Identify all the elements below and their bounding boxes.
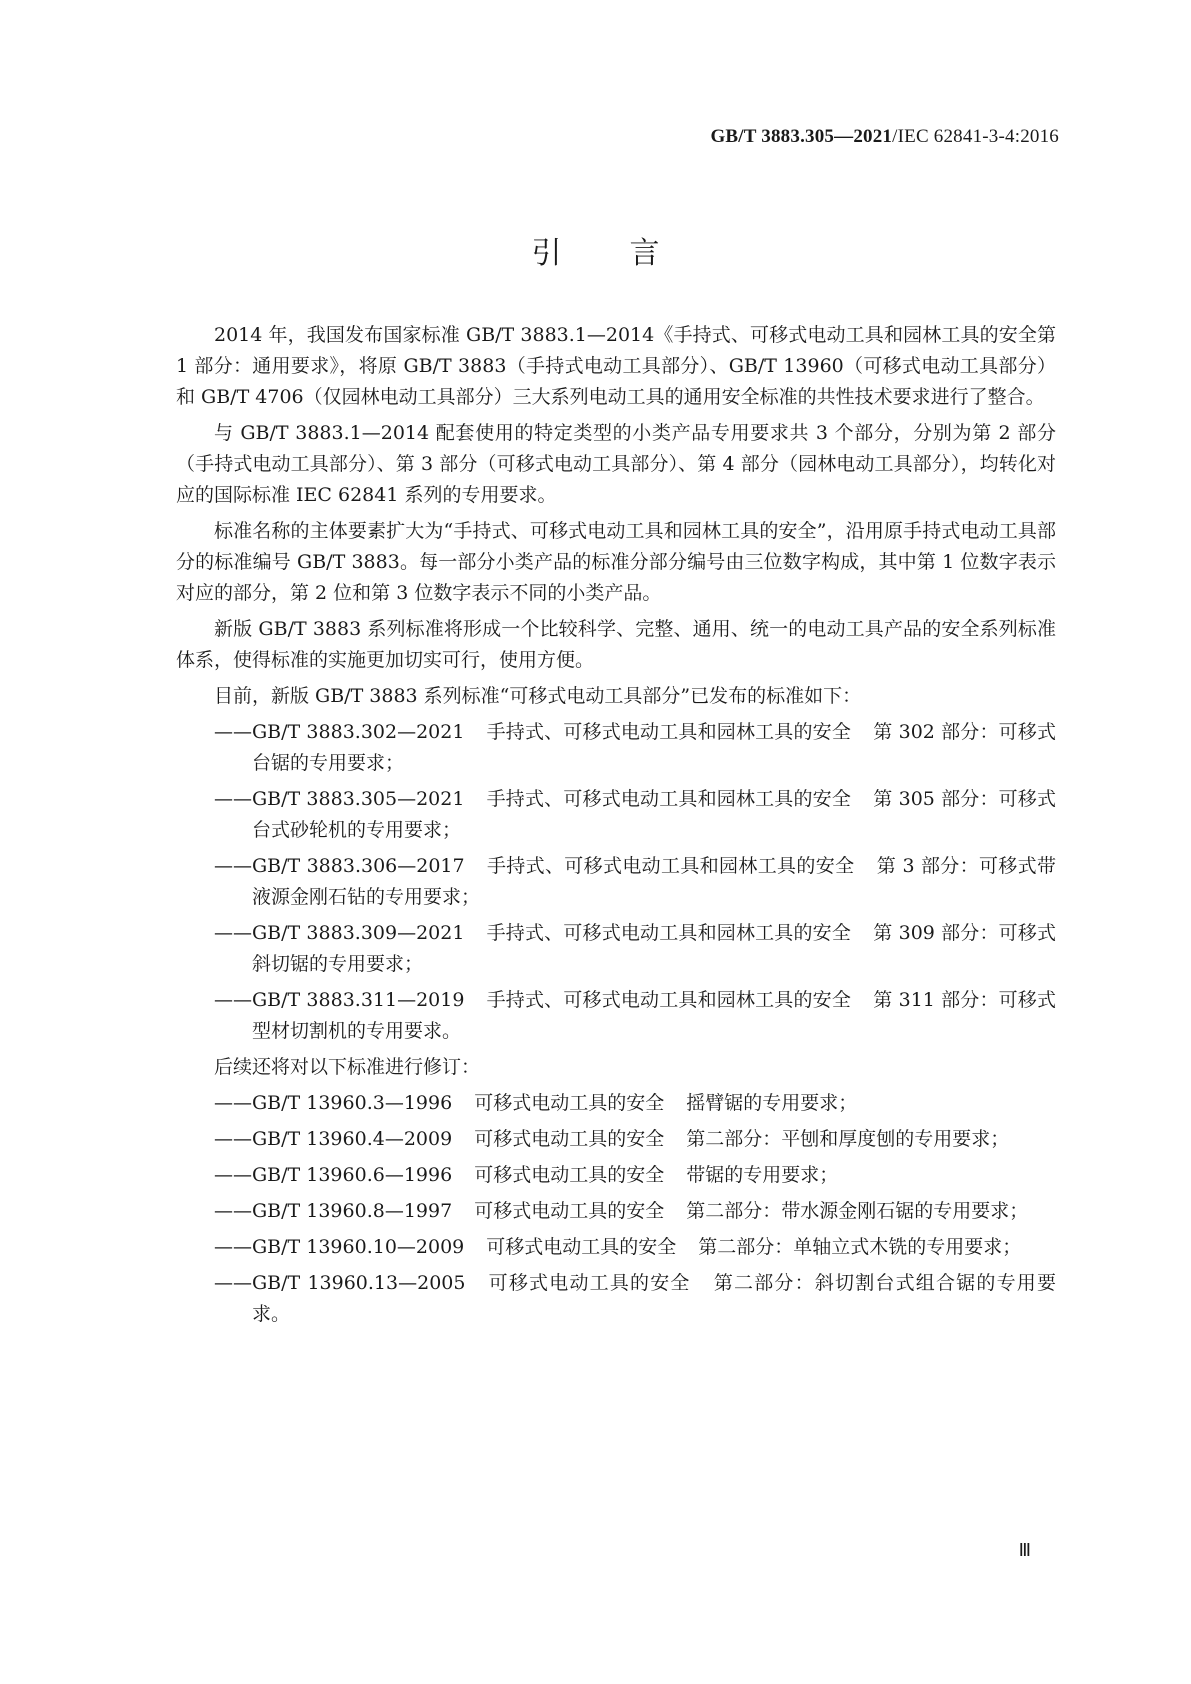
- standard-title: 手持式、可移式电动工具和园林工具的安全: [486, 989, 852, 1011]
- list-dash: ——: [214, 1236, 252, 1258]
- list-dash: ——: [214, 989, 252, 1011]
- list-item: [214, 1232, 1056, 1263]
- standard-part: 第二部分：带水源金刚石锯的专用要求；: [686, 1200, 1029, 1222]
- standard-title: 手持式、可移式电动工具和园林工具的安全: [486, 721, 852, 743]
- standard-number: GB/T 3883.302—2021: [252, 721, 465, 743]
- document-body: [176, 320, 1056, 1335]
- standard-part: 第 309 部分：可移式斜切锯的专用要求；: [252, 922, 1056, 975]
- standard-title: 手持式、可移式电动工具和园林工具的安全: [486, 922, 852, 944]
- standard-title: 手持式、可移式电动工具和园林工具的安全: [486, 855, 855, 877]
- paragraph: 与 GB/T 3883.1—2014 配套使用的特定类型的小类产品专用要求共 3 个部分，分别为第 2 部分（手持式电动工具部分）、第 3 部分（可移式电动工具部分）、第 4 部分（园林电动工具部分），均转化对应的国际标准 IEC 62841 系列的专用要求。: [176, 422, 1056, 506]
- page-number: Ⅲ: [1018, 1540, 1031, 1560]
- published-intro: 目前，新版 GB/T 3883 系列标准“可移式电动工具部分”已发布的标准如下：: [214, 685, 862, 707]
- standard-part: 第 3 部分：可移式带液源金刚石钻的专用要求；: [252, 855, 1056, 908]
- standard-part: 第 311 部分：可移式型材切割机的专用要求。: [252, 989, 1056, 1042]
- standard-title: 可移式电动工具的安全: [474, 1164, 665, 1186]
- paragraph: 2014 年，我国发布国家标准 GB/T 3883.1—2014《手持式、可移式电动工具和园林工具的安全第 1 部分：通用要求》，将原 GB/T 3883（手持式电动工具部分）、GB/T 13960（可移式电动工具部分）和 GB/T 4706（仅园林电动工具部分）三大系列电动工具的通用安全标准的共性技术要求进行了整合。: [176, 324, 1056, 408]
- standard-part: 第 305 部分：可移式台式砂轮机的专用要求；: [252, 788, 1056, 841]
- standard-number: GB/T 13960.10—2009: [252, 1236, 465, 1258]
- standard-number: GB/T 13960.6—1996: [252, 1164, 453, 1186]
- standard-part: 第二部分：平刨和厚度刨的专用要求；: [686, 1128, 1010, 1150]
- standard-title: 可移式电动工具的安全: [474, 1128, 665, 1150]
- list-dash: ——: [214, 855, 252, 877]
- header-separator: /: [892, 126, 898, 147]
- list-dash: ——: [214, 1128, 252, 1150]
- standard-title: 可移式电动工具的安全: [486, 1236, 677, 1258]
- standard-number: GB/T 13960.4—2009: [252, 1128, 453, 1150]
- standard-number: GB/T 3883.309—2021: [252, 922, 465, 944]
- list-item: [214, 1124, 1056, 1155]
- standard-title: 可移式电动工具的安全: [487, 1272, 691, 1294]
- standard-part: 第二部分：单轴立式木铣的专用要求；: [698, 1236, 1022, 1258]
- list-dash: ——: [214, 1092, 252, 1114]
- list-item: [214, 985, 1056, 1047]
- list-dash: ——: [214, 922, 252, 944]
- standard-number: GB/T 3883.305—2021: [252, 788, 465, 810]
- standard-number: GB/T 13960.3—1996: [252, 1092, 453, 1114]
- list-item: [214, 1088, 1056, 1119]
- list-dash: ——: [214, 721, 252, 743]
- list-item: [214, 717, 1056, 779]
- standard-code: GB/T 3883.305—2021: [710, 126, 893, 147]
- iec-code: IEC 62841-3-4:2016: [897, 126, 1059, 147]
- standard-title: 手持式、可移式电动工具和园林工具的安全: [486, 788, 852, 810]
- standard-number: GB/T 3883.306—2017: [252, 855, 465, 877]
- standard-number: GB/T 13960.13—2005: [252, 1272, 466, 1294]
- standard-title: 可移式电动工具的安全: [474, 1200, 665, 1222]
- paragraph: 标准名称的主体要素扩大为“手持式、可移式电动工具和园林工具的安全”，沿用原手持式电动工具部分的标准编号 GB/T 3883。每一部分小类产品的标准分部分编号由三位数字构成，其中第 1 位数字表示对应的部分，第 2 位和第 3 位数字表示不同的小类产品。: [176, 520, 1056, 604]
- standard-part: 第 302 部分：可移式台锯的专用要求；: [252, 721, 1056, 774]
- list-dash: ——: [214, 788, 252, 810]
- page-title: 引言: [531, 236, 728, 271]
- list-item: [214, 1268, 1056, 1330]
- standard-part: 第二部分：斜切割台式组合锯的专用要求。: [252, 1272, 1056, 1325]
- list-item: [214, 918, 1056, 980]
- standard-number: GB/T 13960.8—1997: [252, 1200, 453, 1222]
- paragraph: 新版 GB/T 3883 系列标准将形成一个比较科学、完整、通用、统一的电动工具产品的安全系列标准体系，使得标准的实施更加切实可行，使用方便。: [176, 618, 1056, 671]
- standard-part: 带锯的专用要求；: [686, 1164, 839, 1186]
- standard-part: 摇臂锯的专用要求；: [686, 1092, 858, 1114]
- standard-title: 可移式电动工具的安全: [474, 1092, 665, 1114]
- list-dash: ——: [214, 1164, 252, 1186]
- list-dash: ——: [214, 1272, 252, 1294]
- list-item: [214, 784, 1056, 846]
- standard-number: GB/T 3883.311—2019: [252, 989, 465, 1011]
- list-item: [214, 1196, 1056, 1227]
- list-item: [214, 851, 1056, 913]
- list-item: [214, 1160, 1056, 1191]
- revision-intro: 后续还将对以下标准进行修订：: [214, 1056, 481, 1078]
- document-header: [710, 126, 1059, 148]
- list-dash: ——: [214, 1200, 252, 1222]
